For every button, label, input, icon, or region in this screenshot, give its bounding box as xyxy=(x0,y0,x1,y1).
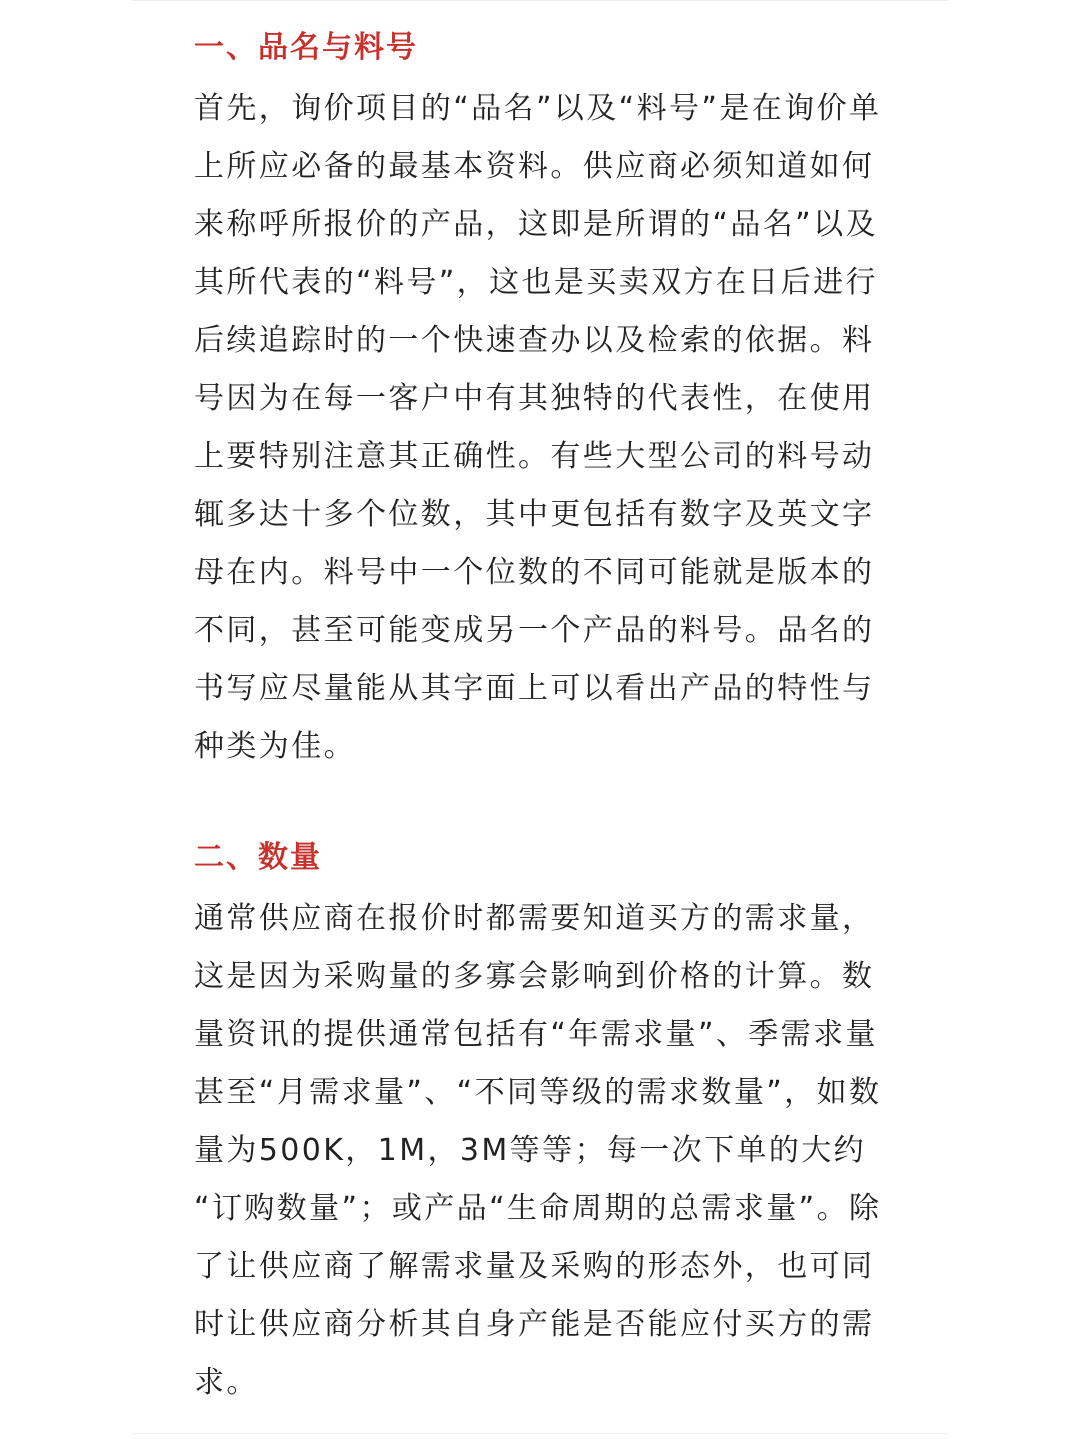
paragraph-line: 上所应必备的最基本资料。供应商必须知道如何 xyxy=(194,149,875,184)
section-product-name-and-part-number xyxy=(194,22,894,776)
paragraph-line: 不同，甚至可能变成另一个产品的料号。品名的 xyxy=(194,613,875,648)
paragraph-line: 后续追踪时的一个快速查办以及检索的依据。料 xyxy=(194,323,875,358)
paragraph-line: 首先，询价项目的“品名”以及“料号”是在询价单 xyxy=(194,91,882,126)
paragraph-line: 这是因为采购量的多寡会影响到价格的计算。数 xyxy=(194,959,875,994)
section-quantity xyxy=(194,832,894,1412)
paragraph-line: 甚至“月需求量”、“不同等级的需求数量”，如数 xyxy=(194,1075,882,1110)
paragraph-line: 辄多达十多个位数，其中更包括有数字及英文字 xyxy=(194,497,875,532)
paragraph-line: 通常供应商在报价时都需要知道买方的需求量， xyxy=(194,901,875,936)
paragraph-line: 求。 xyxy=(194,1365,259,1400)
paragraph-line: 上要特别注意其正确性。有些大型公司的料号动 xyxy=(194,439,875,474)
section-paragraph xyxy=(194,80,894,776)
paragraph-line: 量资讯的提供通常包括有“年需求量”、季需求量 xyxy=(194,1017,878,1052)
paragraph-line: 时让供应商分析其自身产能是否能应付买方的需 xyxy=(194,1307,875,1342)
section-paragraph xyxy=(194,890,894,1412)
section-heading: 二、数量 xyxy=(194,840,322,875)
paragraph-line: 量为500K，1M，3M等等；每一次下单的大约 xyxy=(194,1133,867,1168)
bottom-divider xyxy=(132,1433,948,1434)
paragraph-line: 来称呼所报价的产品，这即是所谓的“品名”以及 xyxy=(194,207,878,242)
top-divider xyxy=(132,0,948,1)
section-heading: 一、品名与料号 xyxy=(194,30,418,65)
paragraph-line: 母在内。料号中一个位数的不同可能就是版本的 xyxy=(194,555,875,590)
paragraph-line: 号因为在每一客户中有其独特的代表性，在使用 xyxy=(194,381,875,416)
paragraph-line: 种类为佳。 xyxy=(194,729,356,764)
paragraph-line: 其所代表的“料号”，这也是买卖双方在日后进行 xyxy=(194,265,878,300)
paragraph-line: 了让供应商了解需求量及采购的形态外，也可同 xyxy=(194,1249,875,1284)
paragraph-line: “订购数量”；或产品“生命周期的总需求量”。除 xyxy=(194,1191,882,1226)
paragraph-line: 书写应尽量能从其字面上可以看出产品的特性与 xyxy=(194,671,875,706)
